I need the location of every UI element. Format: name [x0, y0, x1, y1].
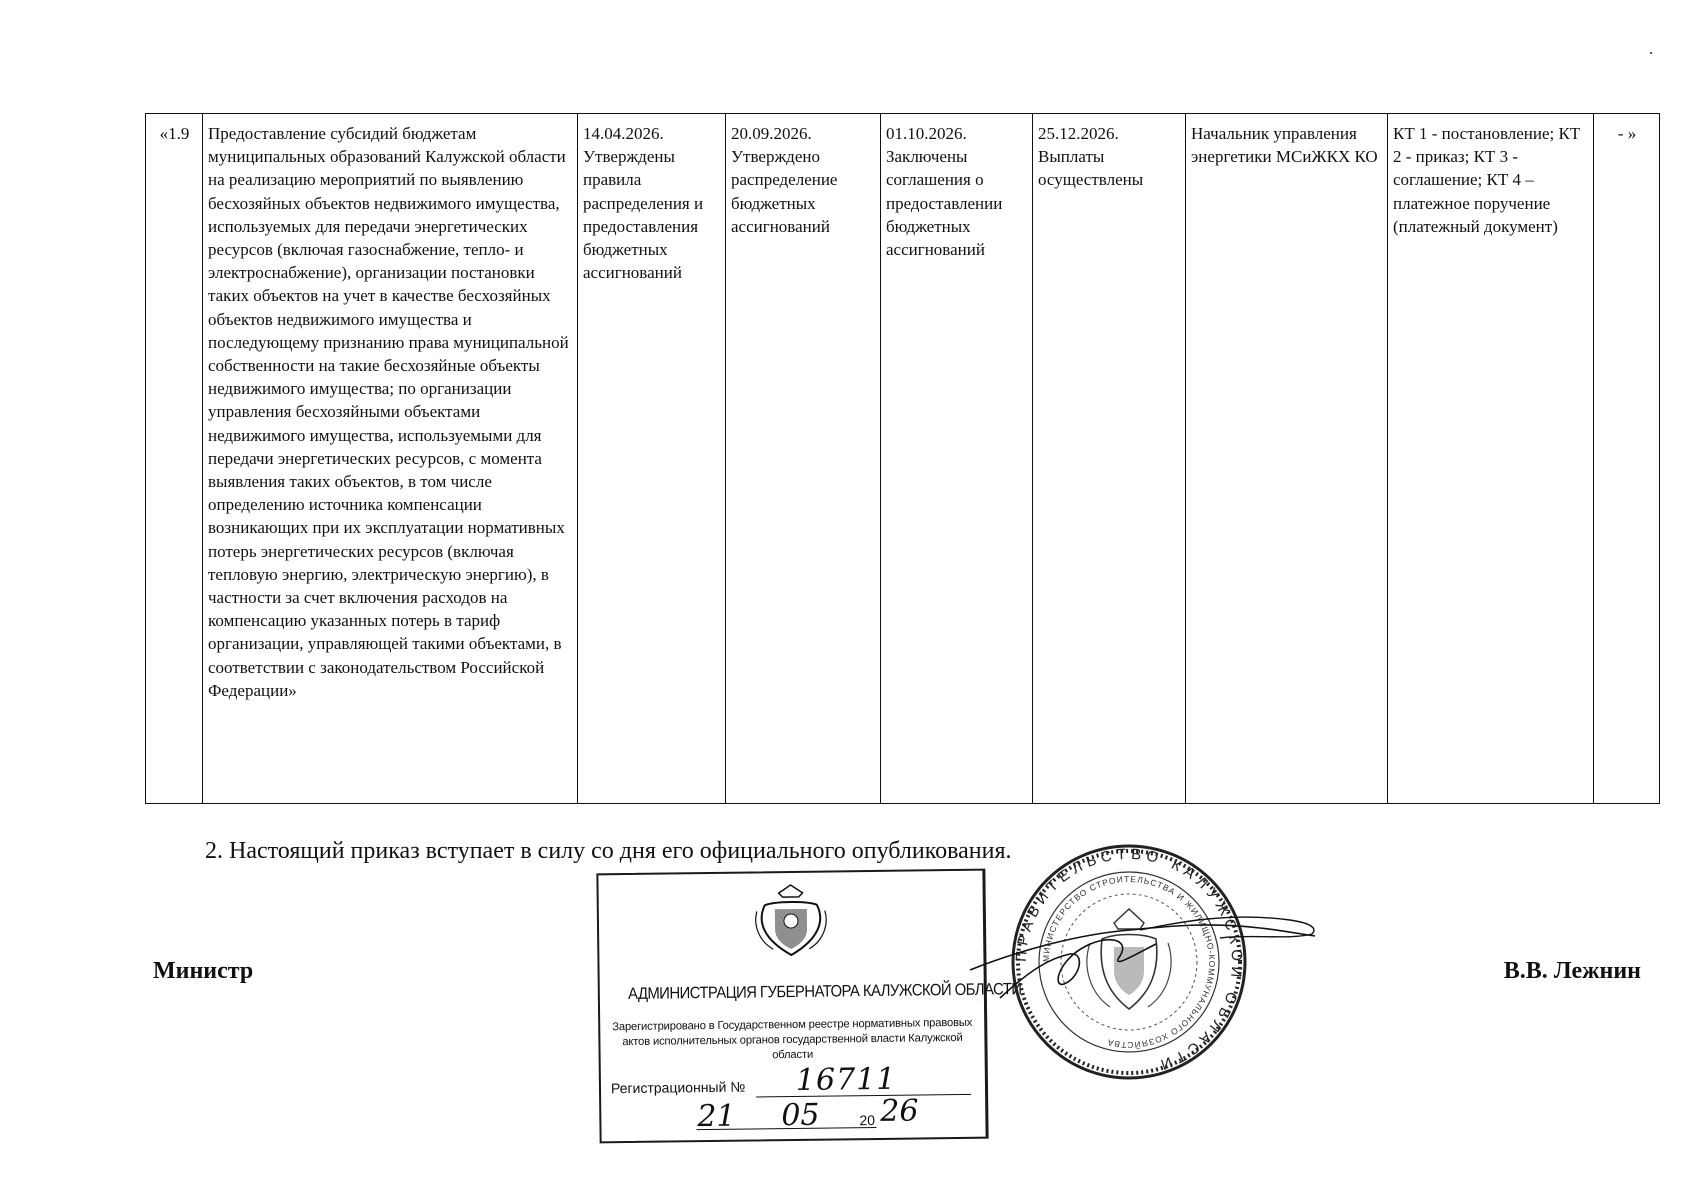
signatory-name: В.В. Лежнин: [1503, 958, 1641, 984]
stamp-registration-label: Регистрационный №: [610, 1078, 746, 1097]
seal-inner-text: МИНИСТЕРСТВО СТРОИТЕЛЬСТВА И ЖИЛИЩНО-КОММУНАЛЬНОГО ХОЗЯЙСТВА: [1040, 873, 1218, 1051]
table-row: [146, 114, 1660, 804]
registration-date-month: 05: [781, 1097, 820, 1134]
scan-speck: [1650, 52, 1652, 54]
registration-date-day: 21: [697, 1098, 736, 1135]
signatory-title: Министр: [153, 958, 254, 984]
closing-mark-cell: - »: [1594, 114, 1660, 804]
registration-date-century: 20: [859, 1112, 876, 1129]
checkpoint-2-cell: 20.09.2026. Утверждено распределение бюджетных ассигнований: [726, 114, 881, 804]
handwritten-signature: [960, 900, 1320, 1010]
responsible-cell: Начальник управления энергетики МСиЖКХ КО: [1186, 114, 1388, 804]
seal-outer-text: ПРАВИТЕЛЬСТВО КАЛУЖСКОЙ ОБЛАСТИ: [1012, 845, 1246, 1075]
checkpoint-3-cell: 01.10.2026. Заключены соглашения о предоставлении бюджетных ассигнований: [881, 114, 1033, 804]
stamp-organization-name: АДМИНИСТРАЦИЯ ГУБЕРНАТОРА КАЛУЖСКОЙ ОБЛАСТИ: [627, 980, 1022, 1004]
coat-of-arms-icon: [750, 881, 831, 962]
row-number-cell: «1.9: [146, 114, 203, 804]
checkpoint-4-cell: 25.12.2026. Выплаты осуществлены: [1033, 114, 1186, 804]
description-cell: Предоставление субсидий бюджетам муниципальных образований Калужской области на реализацию мероприятий по выявлению бесхозяйных объектов недвижимого имущества, используемых для передачи энергетических ресурсов (включая газоснабжение, тепло- и электроснабжение), организации постановки таких объектов на учет в качестве бесхозяйных объектов недвижимого имущества и последующему признанию права муниципальной собственности на такие бесхозяйные объекты недвижимого имущества; по организации управления бесхозяйными объектами недвижимого имущества, используемыми для передачи энергетических ресурсов, с момента выявления таких объектов, в том числе определению источника компенсации возникающих при их эксплуатации нормативных потерь энергетических ресурсов (включая тепловую энергию, электрическую энергию), в частности за счет включения расходов на компенсацию указанных потерь в тариф организации, управляющей такими объектами, в соответствии с законодательством Российской Федерации»: [203, 114, 578, 804]
stamp-registration-note: Зарегистрировано в Государственном реестре нормативных правовых актов исполнительных органов государственной власти Калужской области: [612, 1016, 973, 1062]
control-points-table: [145, 113, 1660, 804]
registration-number: 16711: [795, 1061, 897, 1098]
registration-date-year: 26: [880, 1093, 919, 1129]
clause-2-text: 2. Настоящий приказ вступает в силу со дня его официального опубликования.: [205, 838, 1012, 864]
checkpoint-1-cell: 14.04.2026. Утверждены правила распределения и предоставления бюджетных ассигнований: [578, 114, 726, 804]
documents-cell: КТ 1 - постановление; КТ 2 - приказ; КТ 3 - соглашение; КТ 4 – платежное поручение (платежный документ): [1388, 114, 1594, 804]
registration-stamp: [596, 869, 1022, 1144]
